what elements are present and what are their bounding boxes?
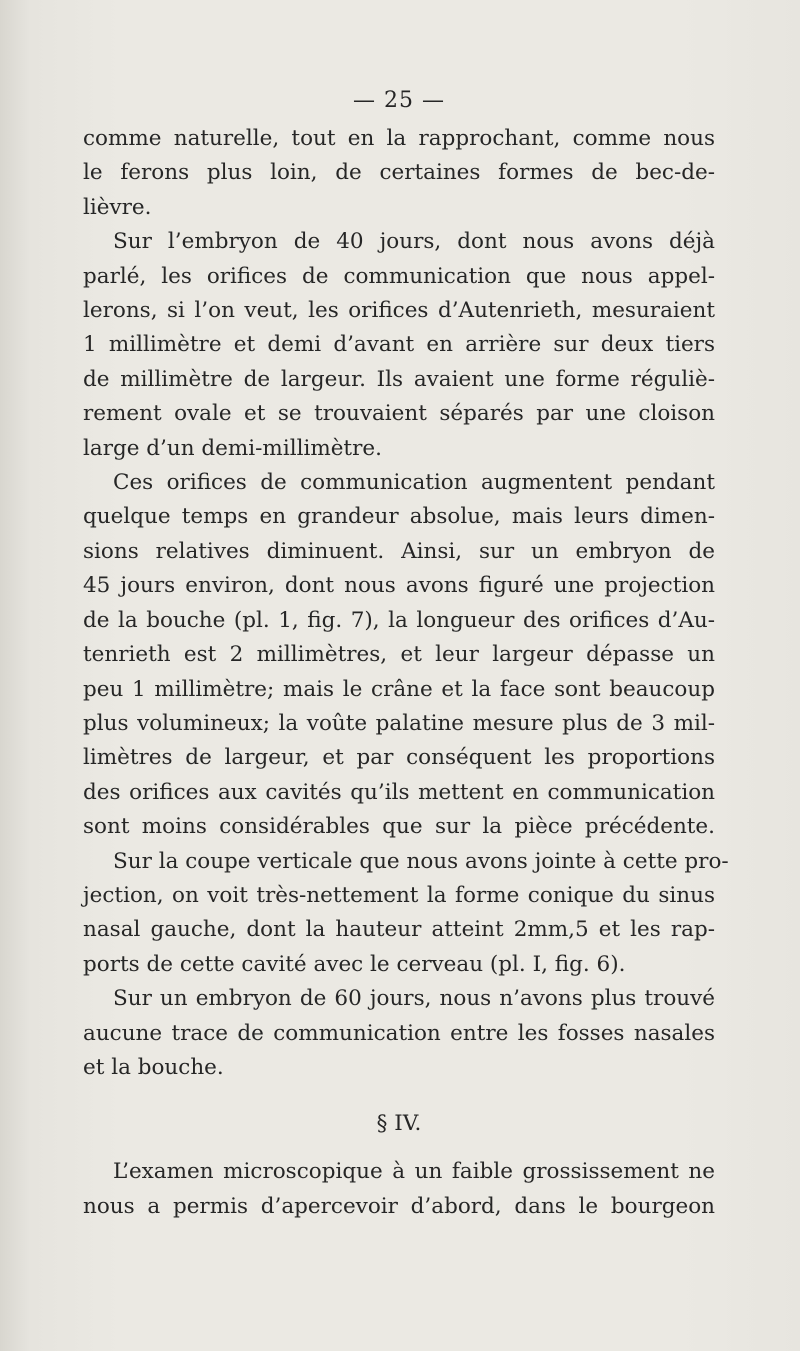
page-number: — 25 — (353, 88, 445, 113)
text-line: Sur un embryon de 60 jours, nous n’avons plus trouvé (113, 986, 715, 1012)
text-line: lerons, si l’on veut, les orifices d’Autenrieth, mesuraient (83, 298, 715, 324)
text-line: comme naturelle, tout en la rapprochant, comme nous (83, 126, 715, 151)
text-line: Sur la coupe verticale que nous avons jointe à cette pro- (113, 848, 729, 874)
text-line: parlé, les orifices de communication que nous appel- (83, 263, 715, 289)
text-line: nous a permis d’apercevoir d’abord, dans le bourgeon (83, 1193, 715, 1219)
text-line: plus volumineux; la voûte palatine mesure plus de 3 mil- (83, 710, 715, 736)
text-line: limètres de largeur, et par conséquent les proportions (83, 745, 715, 771)
body-text-block-1 (83, 122, 729, 1085)
text-line: 1 millimètre et demi d’avant en arrière sur deux tiers (83, 332, 715, 358)
text-line: large d’un demi-millimètre. (83, 435, 382, 461)
text-line: 45 jours environ, dont nous avons figuré une projection (83, 573, 715, 599)
text-line: rement ovale et se trouvaient séparés par une cloison (83, 401, 715, 427)
text-line: et la bouche. (83, 1054, 224, 1080)
text-line: jection, on voit très-nettement la forme conique du sinus (83, 882, 715, 908)
text-line: de millimètre de largeur. Ils avaient une forme réguliè- (83, 366, 715, 392)
text-line: ports de cette cavité avec le cerveau (pl. I, fig. 6). (83, 951, 626, 977)
document-page (83, 88, 729, 1224)
text-line: Sur l’embryon de 40 jours, dont nous avons déjà (113, 229, 715, 255)
body-text-block-2 (83, 1155, 715, 1224)
text-line: sions relatives diminuent. Ainsi, sur un embryon de (83, 538, 715, 564)
text-line: nasal gauche, dont la hauteur atteint 2mm,5 et les rap- (83, 917, 715, 943)
text-line: quelque temps en grandeur absolue, mais leurs dimen- (83, 504, 715, 530)
text-line: de la bouche (pl. 1, fig. 7), la longueur des orifices d’Au- (83, 607, 715, 633)
text-line: aucune trace de communication entre les fosses nasales (83, 1020, 715, 1046)
section-heading: § IV. (376, 1111, 422, 1137)
text-line: L’examen microscopique à un faible grossissement ne (113, 1159, 715, 1185)
text-line: tenrieth est 2 millimètres, et leur largeur dépasse un (83, 642, 715, 668)
text-line: Ces orifices de communication augmentent pendant (113, 470, 715, 496)
text-line: lièvre. (83, 194, 152, 220)
text-line: le ferons plus loin, de certaines formes de bec-de- (83, 160, 715, 186)
text-line: peu 1 millimètre; mais le crâne et la face sont beaucoup (83, 676, 715, 702)
text-line: des orifices aux cavités qu’ils mettent en communication (83, 779, 715, 805)
text-line: sont moins considérables que sur la pièce précédente. (83, 814, 715, 840)
